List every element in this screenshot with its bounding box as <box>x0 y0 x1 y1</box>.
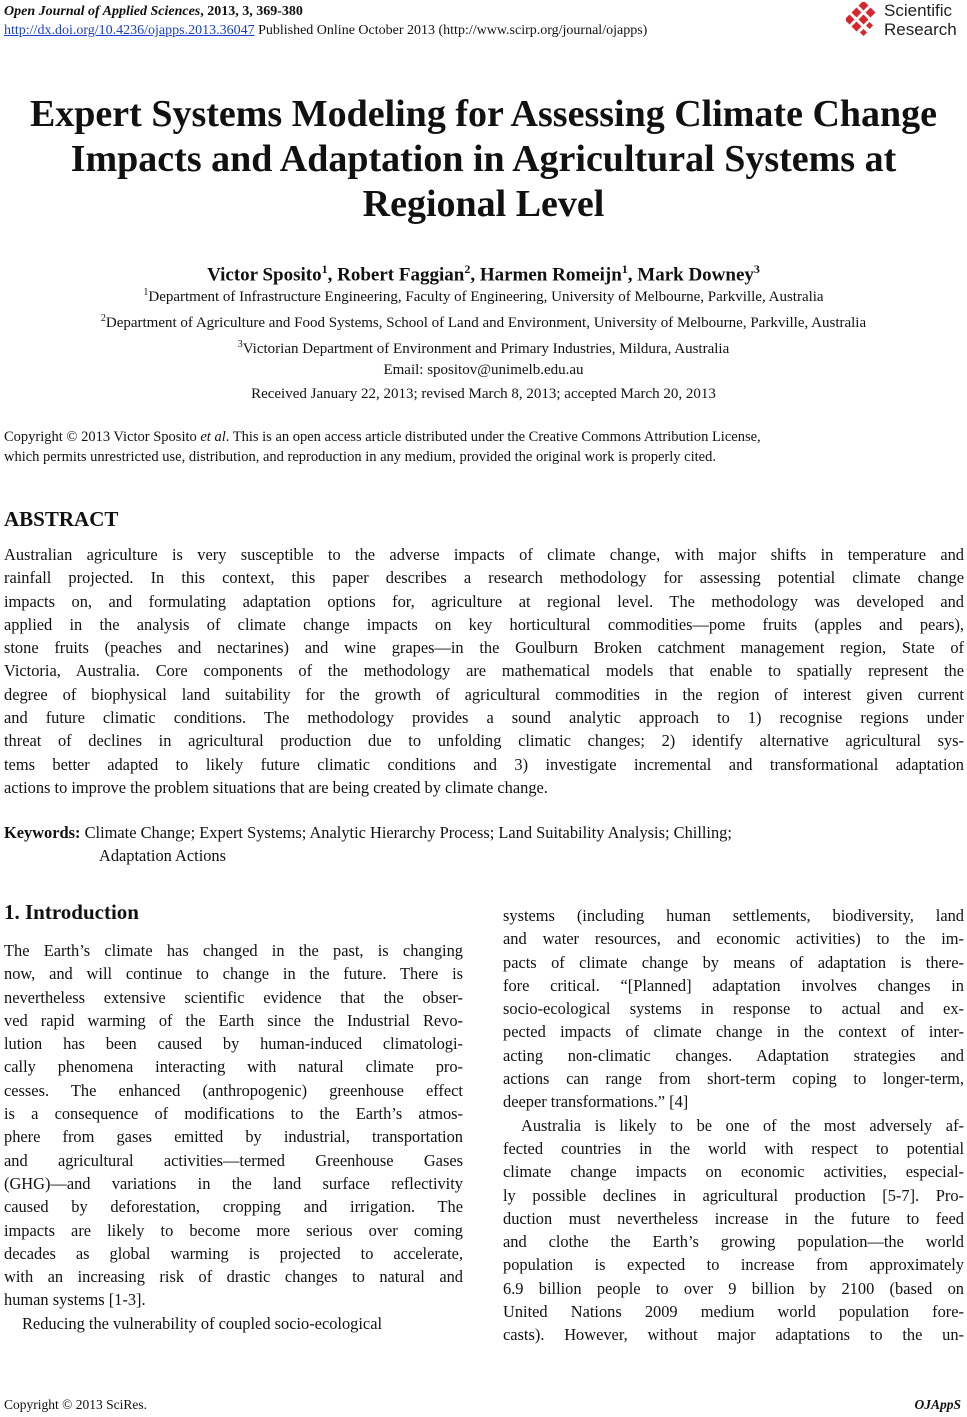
text-line: is a consequence of modifications to the Earth’s atmos- <box>4 1104 463 1124</box>
text-line: acting non-climatic changes. Adaptation strategies and <box>503 1045 964 1065</box>
text-line: impacts on, and formulating adaptation options for, agriculture at regional level. The methodology was developed and <box>4 591 964 611</box>
text-line: with an increasing risk of drastic changes to natural and <box>4 1267 463 1287</box>
journal-header <box>4 2 834 40</box>
footer-journal-abbrev: OJAppS <box>914 1397 961 1412</box>
text-line: cally phenomena interacting with natural climate pro- <box>4 1057 463 1077</box>
text-line: United Nations 2009 medium world population fore- <box>503 1302 964 1322</box>
text-line: fore critical. “[Planned] adaptation involves changes in <box>503 975 964 995</box>
keywords-label: Keywords: <box>4 823 81 842</box>
text-line: lution has been caused by human-induced climatologi- <box>4 1034 463 1054</box>
author-name: Mark Downey <box>637 264 754 286</box>
text-line: Australian agriculture is very susceptible to the adverse impacts of climate change, with major shifts in temperature and <box>4 545 964 564</box>
text-line: casts). However, without major adaptations to the un- <box>503 1325 964 1345</box>
text-line: threat of declines in agricultural production due to unfolding climatic changes; 2) identify alternative agricultural sys- <box>4 731 964 751</box>
published-note: Published Online October 2013 (http://www.scirp.org/journal/ojapps) <box>254 23 648 38</box>
affiliations <box>0 282 967 381</box>
text-line: actions to improve the problem situations that are being created by climate change. <box>4 777 548 797</box>
abstract-heading: ABSTRACT <box>4 507 119 531</box>
text-line: climate change impacts on economic activities, especial- <box>503 1162 964 1182</box>
text-line: ly possible declines in agricultural production [5-7]. Pro- <box>503 1185 964 1205</box>
text-line: (GHG)—and variations in the land surface reflectivity <box>4 1173 463 1193</box>
author-affil-mark: 2 <box>464 262 471 276</box>
text-line: stone fruits (peaches and nectarines) and wine grapes—in the Goulburn Broken catchment management region, State of <box>4 638 964 658</box>
text-line: Reducing the vulnerability of coupled socio-ecological <box>22 1313 383 1333</box>
author-affil-mark: 1 <box>621 262 628 276</box>
text-line: and agricultural activities—termed Greenhouse Gases <box>4 1150 463 1170</box>
doi-link[interactable]: http://dx.doi.org/10.4236/ojapps.2013.36047 <box>4 23 255 38</box>
author-name: Harmen Romeijn <box>479 264 622 286</box>
text-line: impacts are likely to become more serious over coming <box>4 1220 463 1240</box>
author-affil-mark: 3 <box>753 262 760 276</box>
text-line: and future climatic conditions. The methodology provides a sound analytic approach to 1) recognise regions under <box>4 708 964 728</box>
author-name: Victor Sposito <box>207 264 322 286</box>
text-line: deeper transformations.” [4] <box>503 1092 689 1112</box>
text-line: rainfall projected. In this context, this paper describes a research methodology for assessing potential climate change <box>4 568 964 588</box>
text-line: decades as global warming is projected to accelerate, <box>4 1243 463 1263</box>
text-line: and clothe the Earth’s growing population—the world <box>503 1232 964 1252</box>
left-column-text <box>4 939 463 1335</box>
section-heading-introduction: 1. Introduction <box>4 900 139 924</box>
text-line: applied in the analysis of climate change impacts on key horticultural commodities—pome fruits (apples and pears), <box>4 614 964 634</box>
logo-mark-icon <box>846 2 880 38</box>
title-line: Impacts and Adaptation in Agricultural Systems at <box>70 138 897 180</box>
text-line: phere from gases emitted by industrial, transportation <box>4 1127 463 1147</box>
text-line: cesses. The enhanced (anthropogenic) greenhouse effect <box>4 1080 463 1100</box>
text-line: Australia is likely to be one of the most adversely af- <box>521 1115 964 1135</box>
author-name: Robert Faggian <box>337 264 465 286</box>
journal-volume: , 2013, 3, 369-380 <box>200 4 303 19</box>
text-line: duction must nevertheless increase in the future to feed <box>503 1208 964 1228</box>
text-line: degree of biophysical land suitability for the growth of agricultural commodities in the region of interest given current <box>4 684 964 704</box>
title-line: Regional Level <box>362 183 605 225</box>
author-email: Email: spositov@unimelb.edu.au <box>383 362 584 378</box>
text-line: and water resources, and economic activities) to the im- <box>503 929 964 949</box>
text-line: tems better adapted to likely future climatic conditions and 3) investigate incremental and transformational adaptation <box>4 754 964 774</box>
text-line: nevertheless extensive scientific evidence that the obser- <box>4 987 463 1007</box>
logo-line-2: Research <box>884 20 957 39</box>
right-column-text <box>503 904 964 1347</box>
paper-title <box>0 92 967 227</box>
received-dates: Received January 22, 2013; revised March 8, 2013; accepted March 20, 2013 <box>251 386 716 402</box>
footer-copyright: Copyright © 2013 SciRes. <box>4 1397 148 1412</box>
text-line: actions can range from short-term coping to longer-term, <box>503 1069 964 1089</box>
logo-line-1: Scientific <box>884 1 953 20</box>
text-line: fected countries in the world with respect to potential <box>503 1138 964 1158</box>
abstract-body <box>4 543 964 799</box>
text-line: now, and will continue to change in the future. There is <box>4 964 463 984</box>
journal-name: Open Journal of Applied Sciences <box>4 4 201 19</box>
text-line: pacts of climate change by means of adaptation is there- <box>503 952 964 972</box>
text-line: human systems [1-3]. <box>4 1290 146 1310</box>
text-line: pected impacts of climate change in the context of inter- <box>503 1022 964 1042</box>
affiliation: $^2$Department of Agriculture and Food Systems, School of Land and Environment, University of Melbourne, Parkville, Australia <box>100 313 867 331</box>
text-line: caused by deforestation, cropping and irrigation. The <box>4 1197 463 1217</box>
text-line: systems (including human settlements, biodiversity, land <box>503 906 964 925</box>
author-list: Victor Sposito$^1$, Robert Faggian$^2$, Harmen Romeijn$^1$, Mark Downey$^3$ <box>207 262 760 286</box>
title-line: Expert Systems Modeling for Assessing Climate Change <box>29 93 938 135</box>
text-line: ved rapid warming of the Earth since the Industrial Revo- <box>4 1010 463 1030</box>
affiliation: $^1$Department of Infrastructure Engineering, Faculty of Engineering, University of Melbourne, Parkville, Australia <box>143 287 824 305</box>
copyright-notice: Copyright © 2013 Victor Sposito et al. This is an open access article distributed under the Creative Commons Attribution License, which permits unrestricted use, distribution, and reproduction in any medium, provided the original work is properly cited. <box>4 429 761 465</box>
text-line: Victoria, Australia. Core components of the methodology are mathematical models that enable to spatially represent the <box>4 661 964 681</box>
author-affil-mark: 1 <box>321 262 328 276</box>
keywords: Keywords: Climate Change; Expert Systems; Analytic Hierarchy Process; Land Suitability Analysis; Chilling; Adaptation Actions <box>4 823 732 866</box>
text-line: socio-ecological systems in response to actual and ex- <box>503 999 964 1019</box>
text-line: The Earth’s climate has changed in the past, is changing <box>4 941 463 960</box>
affiliation: $^3$Victorian Department of Environment and Primary Industries, Mildura, Australia <box>237 339 730 357</box>
text-line: population is expected to increase from approximately <box>503 1255 964 1275</box>
text-line: 6.9 billion people to over 9 billion by 2100 (based on <box>503 1278 964 1298</box>
scientific-research-logo <box>846 0 966 44</box>
